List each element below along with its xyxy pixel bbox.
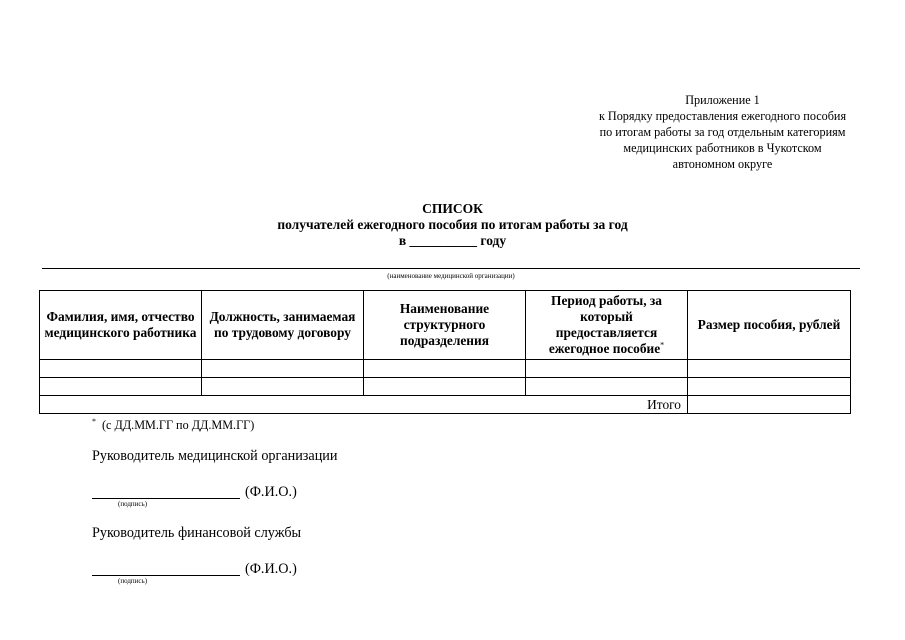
footnote-text: (с ДД.ММ.ГГ по ДД.ММ.ГГ)	[102, 418, 255, 432]
appendix-block	[580, 92, 865, 172]
signature-caption: (подпись)	[118, 577, 148, 585]
table-cell[interactable]	[202, 378, 364, 396]
table-cell[interactable]	[688, 360, 851, 378]
footnote	[92, 414, 254, 433]
header-cell-amount: Размер пособия, рублей	[688, 291, 851, 360]
table-cell[interactable]	[526, 378, 688, 396]
document-title	[0, 201, 905, 249]
table-row	[40, 378, 851, 396]
table-cell[interactable]	[40, 360, 202, 378]
appendix-line: медицинских работников в Чукотском	[623, 141, 822, 155]
total-value-cell[interactable]	[688, 396, 851, 414]
table-cell[interactable]	[202, 360, 364, 378]
table-cell[interactable]	[40, 378, 202, 396]
header-cell-department: Наименование структурного подразделения	[364, 291, 526, 360]
title-line: получателей ежегодного пособия по итогам работы за год	[277, 217, 628, 232]
title-line: СПИСОК	[422, 201, 483, 216]
appendix-line: Приложение 1	[685, 93, 760, 107]
signature-line[interactable]	[92, 575, 240, 576]
appendix-line: автономном округе	[672, 157, 773, 171]
table-cell[interactable]	[364, 360, 526, 378]
organization-caption: (наименование медицинской организации)	[387, 272, 515, 280]
table-cell[interactable]	[364, 378, 526, 396]
table-cell[interactable]	[526, 360, 688, 378]
footnote-mark: *	[92, 417, 96, 426]
total-label: Итого	[40, 396, 688, 414]
appendix-line: по итогам работы за год отдельным категориям	[599, 125, 846, 139]
signature-title-head: Руководитель медицинской организации	[92, 448, 338, 464]
table-total-row	[40, 396, 851, 414]
table-cell[interactable]	[688, 378, 851, 396]
signature-line[interactable]	[92, 498, 240, 499]
header-cell-position: Должность, занимаемая по трудовому договору	[202, 291, 364, 360]
footnote-mark: *	[660, 340, 665, 350]
recipients-table	[39, 290, 851, 414]
header-cell-fio: Фамилия, имя, отчество медицинского работника	[40, 291, 202, 360]
table-header-row	[40, 291, 851, 360]
title-year-line: в __________ году	[398, 233, 507, 248]
table-row	[40, 360, 851, 378]
header-cell-period	[526, 291, 688, 360]
signature-fio: (Ф.И.О.)	[245, 561, 297, 577]
signature-fio: (Ф.И.О.)	[245, 484, 297, 500]
organization-name-line	[42, 268, 860, 269]
signature-title-finance: Руководитель финансовой службы	[92, 525, 302, 541]
signature-caption: (подпись)	[118, 500, 148, 508]
header-period-text: Период работы, за который предоставляется ежегодное пособие	[548, 293, 662, 356]
appendix-line: к Порядку предоставления ежегодного пособия	[598, 109, 847, 123]
